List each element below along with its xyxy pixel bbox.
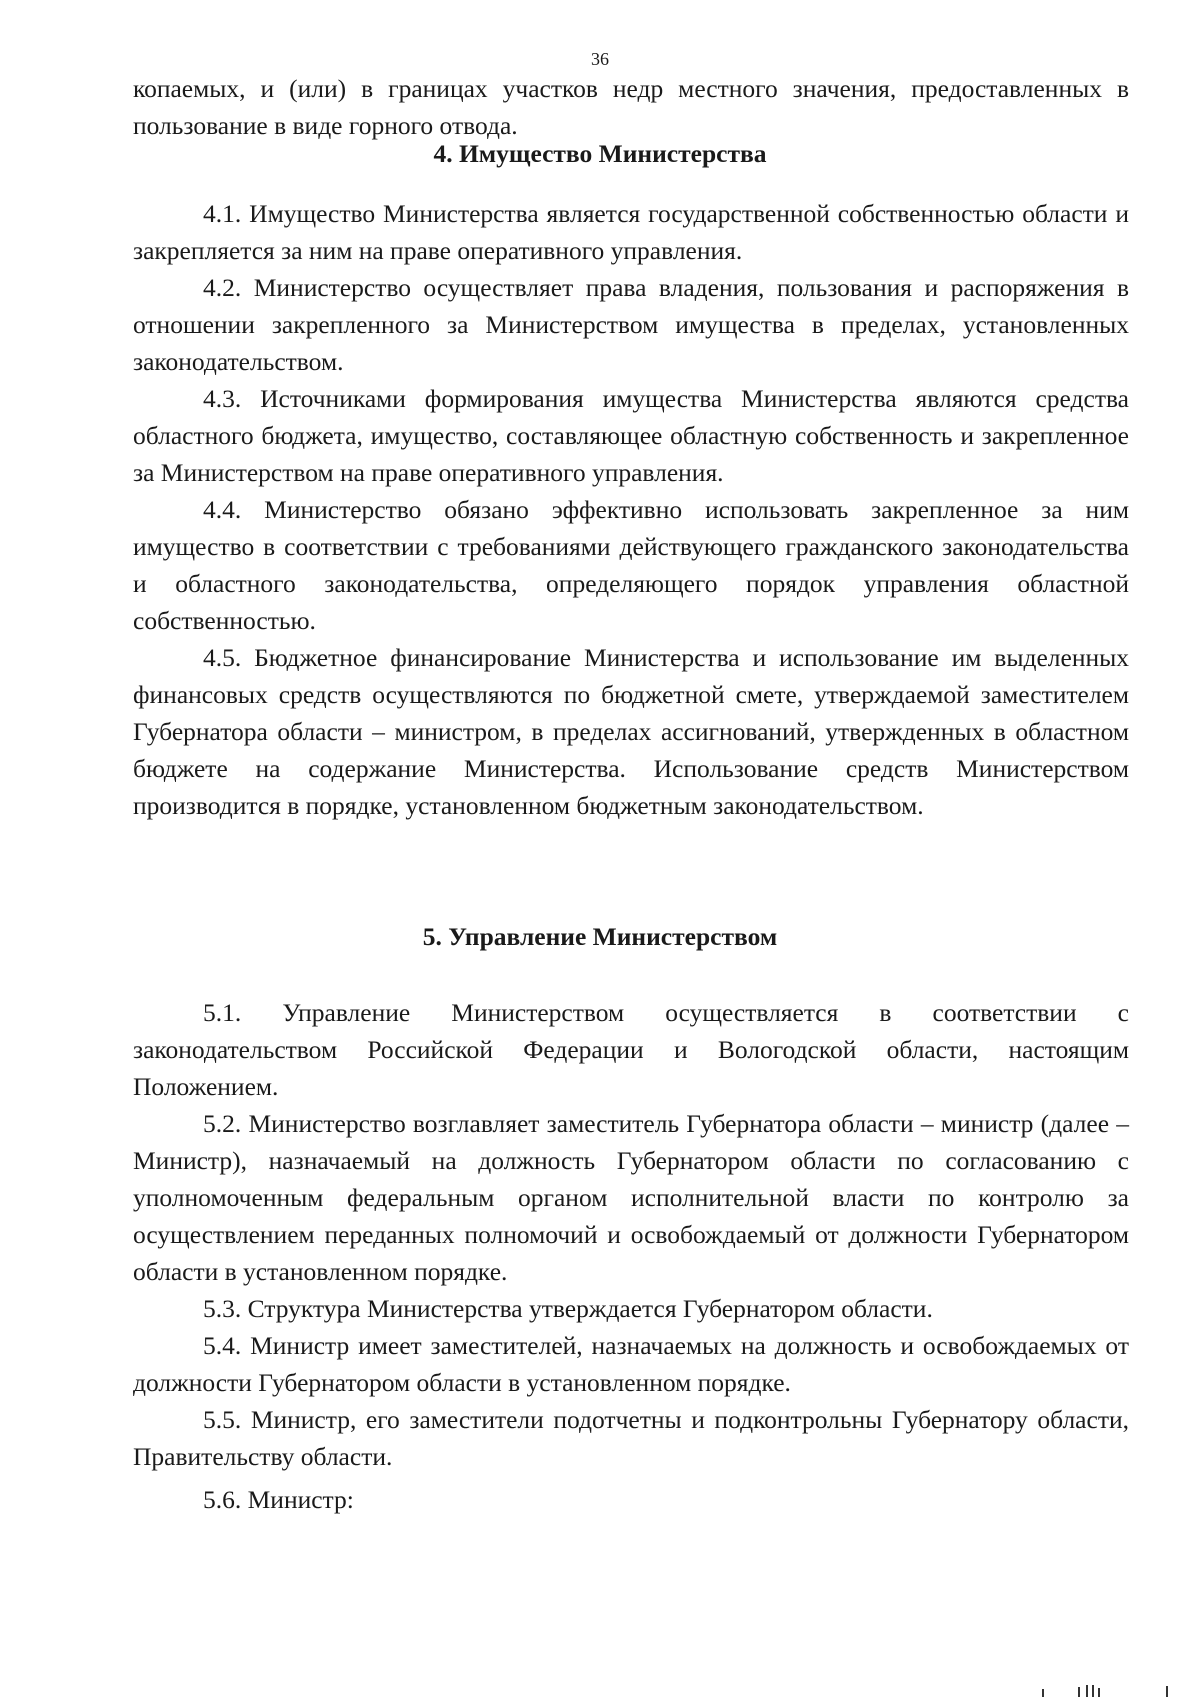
intro-block <box>133 70 1129 144</box>
paragraph-4-2: 4.2. Министерство осуществляет права владения, пользования и распоряжения в отношении закрепленного за Министерством имущества в пределах, установленных законодательством. <box>133 273 1129 376</box>
paragraph-5-5: 5.5. Министр, его заместители подотчетны и подконтрольны Губернатору области, Правительству области. <box>133 1405 1129 1471</box>
section-5-title: 5. Управление Министерством <box>422 922 778 951</box>
section-4-body <box>133 195 1129 824</box>
page-number: 36 <box>591 49 609 69</box>
paragraph-5-2: 5.2. Министерство возглавляет заместитель Губернатора области – министр (далее – Министр), назначаемый на должность Губернатором области по согласованию с уполномоченным федеральным органом исполнительной власти по контролю за осуществлением переданных полномочий и освобождаемый от должности Губернатором области в установленном порядке. <box>133 1109 1129 1286</box>
paragraph-4-5: 4.5. Бюджетное финансирование Министерства и использование им выделенных финансовых средств осуществляются по бюджетной смете, утверждаемой заместителем Губернатора области – министром, в пределах ассигнований, утвержденных в областном бюджете на содержание Министерства. Использование средств Министерством производится в порядке, установленном бюджетным законодательством. <box>133 643 1129 820</box>
paragraph-5-1: 5.1. Управление Министерством осуществляется в соответствии с законодательством Российской Федерации и Вологодской области, настоящим Положением. <box>133 998 1129 1101</box>
paragraph-5-4: 5.4. Министр имеет заместителей, назначаемых на должность и освобождаемых от должности Губернатором области в установленном порядке. <box>133 1331 1129 1397</box>
paragraph-4-1: 4.1. Имущество Министерства является государственной собственностью области и закрепляется за ним на праве оперативного управления. <box>133 199 1129 265</box>
scan-artifact-marks <box>1042 1683 1182 1697</box>
intro-paragraph: копаемых, и (или) в границах участков недр местного значения, предоставленных в пользование в виде горного отвода. <box>133 74 1129 140</box>
section-4-title: 4. Имущество Министерства <box>433 139 767 168</box>
paragraph-4-3: 4.3. Источниками формирования имущества Министерства являются средства областного бюджета, имущество, составляющее областную собственность и закрепленное за Министерством на праве оперативного управления. <box>133 384 1129 487</box>
section-5-body <box>133 994 1129 1518</box>
paragraph-5-6: 5.6. Министр: <box>203 1485 354 1514</box>
paragraph-5-3: 5.3. Структура Министерства утверждается Губернатором области. <box>203 1294 933 1323</box>
paragraph-4-4: 4.4. Министерство обязано эффективно использовать закрепленное за ним имущество в соответствии с требованиями действующего гражданского законодательства и областного законодательства, определяющего порядок управления областной собственностью. <box>133 495 1129 635</box>
